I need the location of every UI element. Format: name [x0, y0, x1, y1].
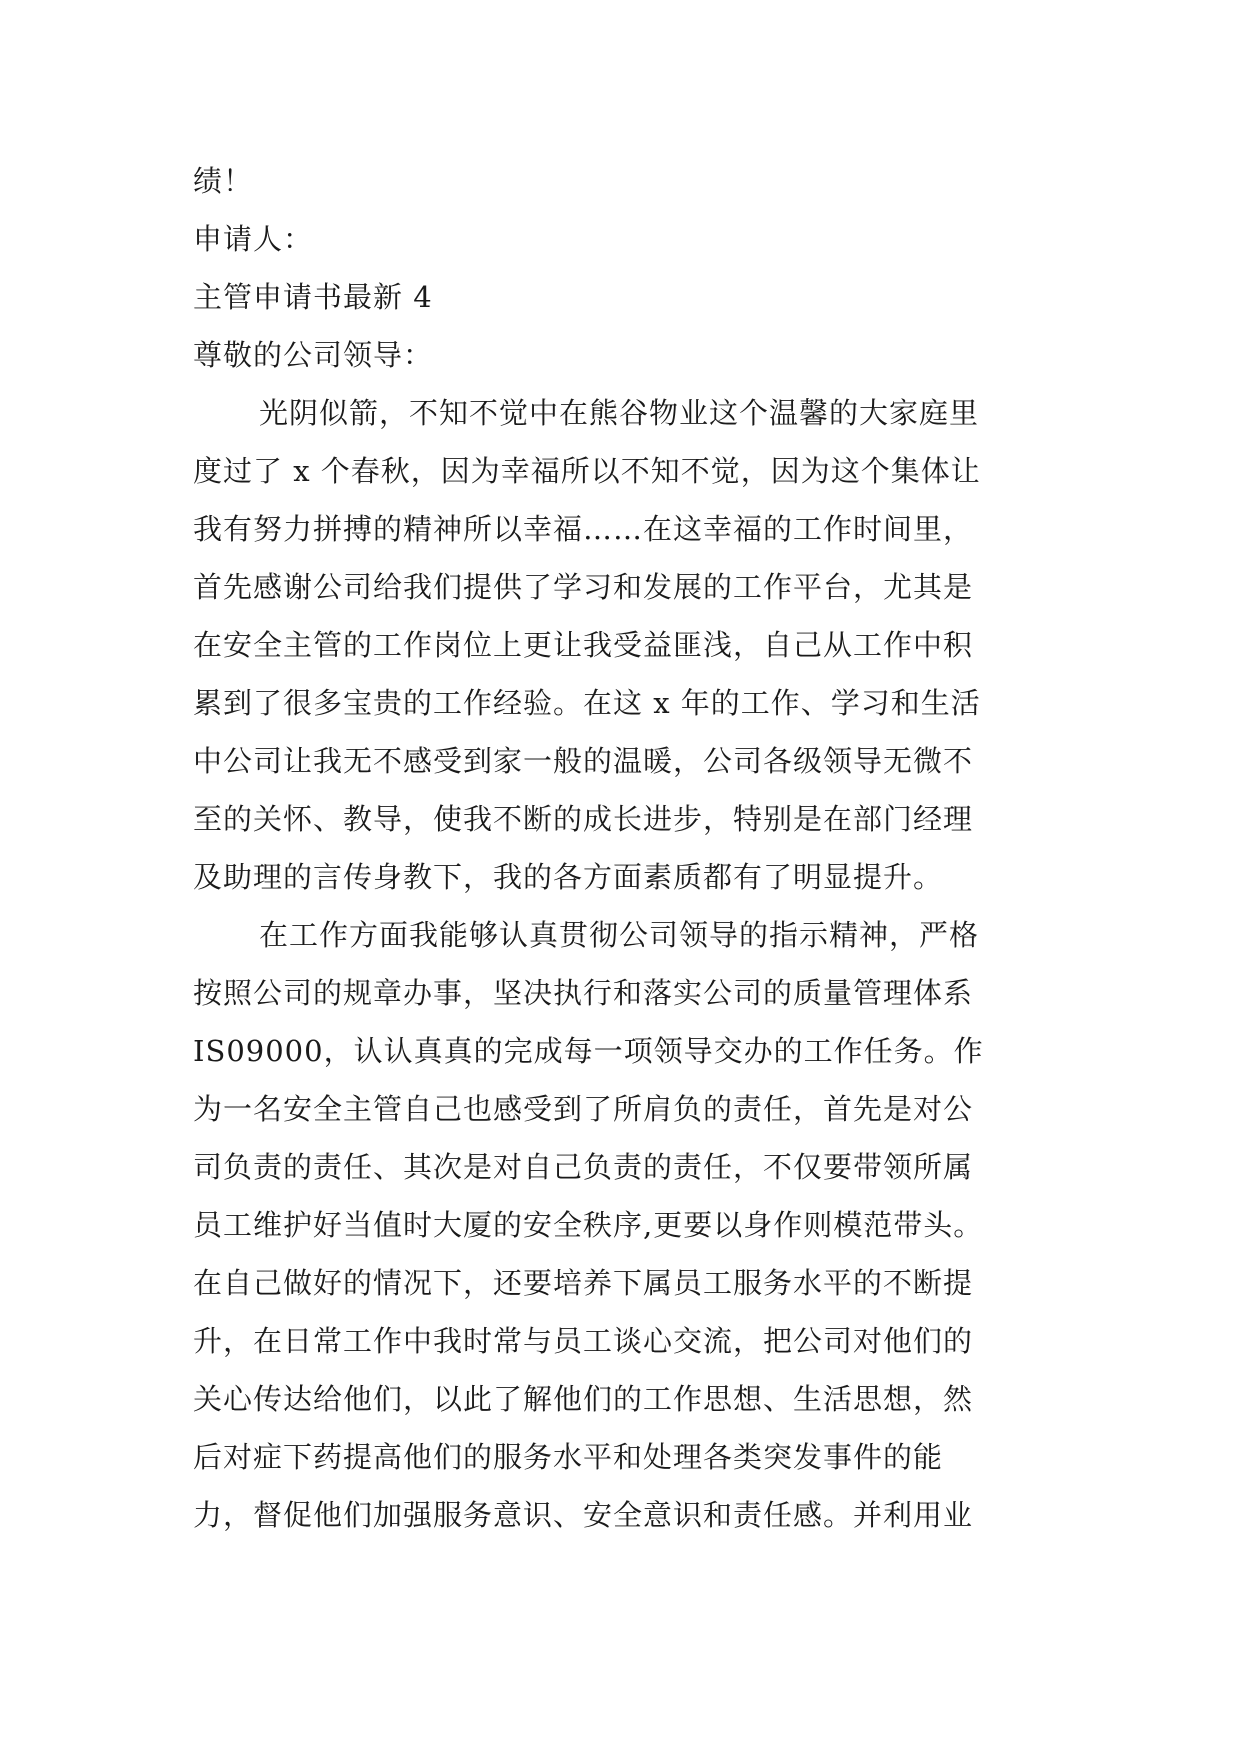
paragraph-2 — [193, 906, 1055, 1544]
paragraph-line: 力，督促他们加强服务意识、安全意识和责任感。并利用业 — [193, 1498, 974, 1532]
paragraph-line: 光阴似箭，不知不觉中在熊谷物业这个温馨的大家庭里 — [259, 396, 980, 430]
paragraph-line: 关心传达给他们，以此了解他们的工作思想、生活思想，然 — [193, 1382, 974, 1416]
paragraph-line: 至的关怀、教导，使我不断的成长进步，特别是在部门经理 — [193, 802, 974, 836]
paragraph-line: 在自己做好的情况下，还要培养下属员工服务水平的不断提 — [193, 1266, 974, 1300]
paragraph-line: 后对症下药提高他们的服务水平和处理各类突发事件的能 — [193, 1440, 944, 1474]
paragraph-line: 为一名安全主管自己也感受到了所肩负的责任，首先是对公 — [193, 1092, 974, 1126]
closing-line: 绩！ — [193, 164, 254, 198]
document-body — [193, 152, 1055, 1544]
section-title: 主管申请书最新 4 — [193, 280, 433, 314]
paragraph-line: 度过了 x 个春秋，因为幸福所以不知不觉，因为这个集体让 — [193, 454, 981, 488]
paragraph-line: 员工维护好当值时大厦的安全秩序,更要以身作则模范带头。 — [193, 1208, 984, 1242]
applicant-label: 申请人： — [193, 222, 314, 256]
paragraph-line: 在工作方面我能够认真贯彻公司领导的指示精神，严格 — [259, 918, 980, 952]
paragraph-line: 及助理的言传身教下，我的各方面素质都有了明显提升。 — [193, 860, 944, 894]
paragraph-line: 累到了很多宝贵的工作经验。在这 x 年的工作、学习和生活 — [193, 686, 981, 720]
paragraph-line: 升，在日常工作中我时常与员工谈心交流，把公司对他们的 — [193, 1324, 974, 1358]
paragraph-line: 中公司让我无不感受到家一般的温暖，公司各级领导无微不 — [193, 744, 974, 778]
paragraph-line: 在安全主管的工作岗位上更让我受益匪浅，自己从工作中积 — [193, 628, 974, 662]
paragraph-1 — [193, 384, 1055, 906]
paragraph-line: IS09000，认认真真的完成每一项领导交办的工作任务。作 — [193, 1034, 984, 1068]
paragraph-line: 首先感谢公司给我们提供了学习和发展的工作平台，尤其是 — [193, 570, 974, 604]
salutation: 尊敬的公司领导： — [193, 338, 434, 372]
paragraph-line: 按照公司的规章办事，坚决执行和落实公司的质量管理体系 — [193, 976, 974, 1010]
paragraph-line: 我有努力拼搏的精神所以幸福……在这幸福的工作时间里， — [193, 512, 974, 546]
paragraph-line: 司负责的责任、其次是对自己负责的责任，不仅要带领所属 — [193, 1150, 974, 1184]
